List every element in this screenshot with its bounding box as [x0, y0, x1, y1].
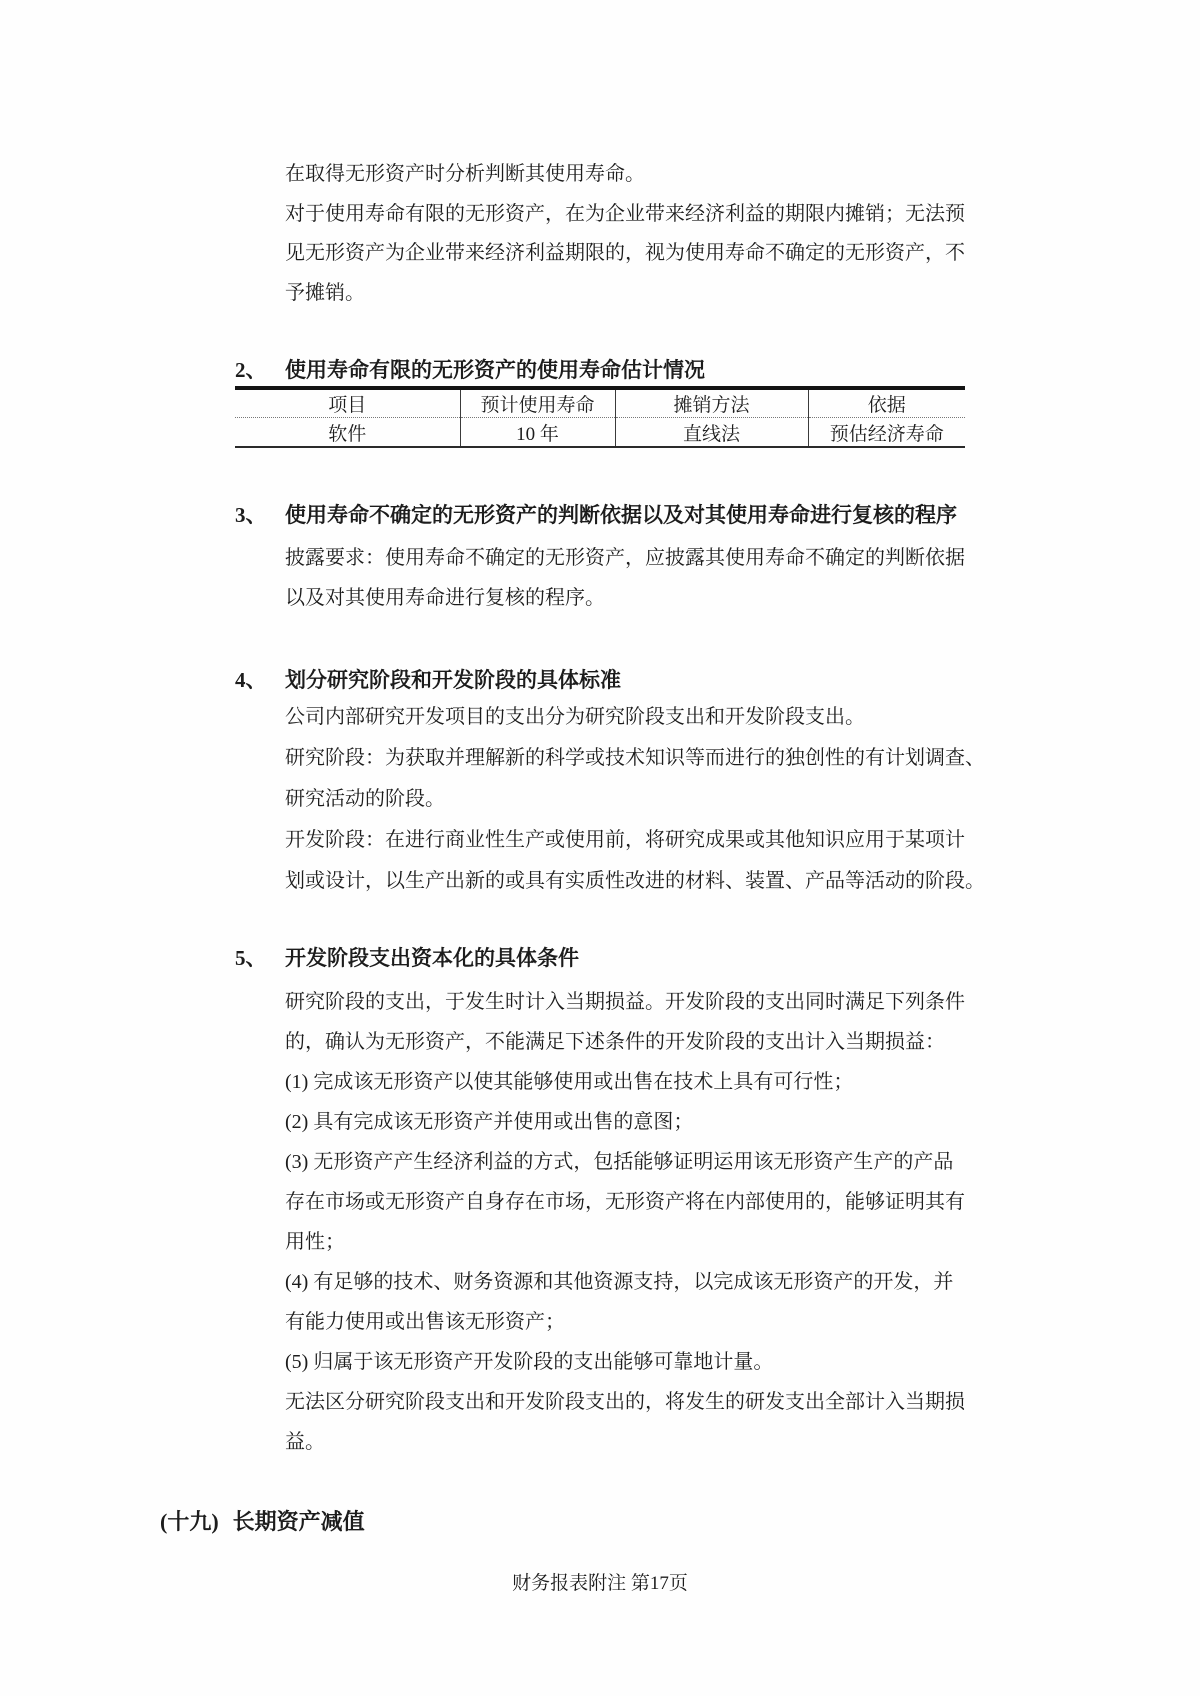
intro-paragraph: [285, 155, 965, 313]
section-3-heading: [235, 503, 957, 528]
list-item-line: (5) 归属于该无形资产开发阶段的支出能够可靠地计量。: [285, 1351, 774, 1373]
table-cell: 10 年: [460, 418, 615, 448]
list-item-line: (3) 无形资产产生经济利益的方式，包括能够证明运用该无形资产生产的产品: [285, 1151, 954, 1173]
section-5-heading: [235, 946, 579, 971]
paragraph-line: 予摊销。: [285, 281, 365, 304]
paragraph-line: 划或设计，以生产出新的或具有实质性改进的材料、装置、产品等活动的阶段。: [285, 870, 985, 892]
section-number: 2、: [235, 358, 267, 382]
section-number: 3、: [235, 503, 267, 527]
table-cell: 软件: [328, 423, 367, 445]
paragraph-line: 对于使用寿命有限的无形资产，在为企业带来经济利益的期限内摊销；无法预: [285, 202, 965, 225]
section-4-body: [285, 697, 985, 902]
section-title: 使用寿命不确定的无形资产的判断依据以及对其使用寿命进行复核的程序: [285, 503, 957, 527]
list-item-line: 存在市场或无形资产自身存在市场，无形资产将在内部使用的，能够证明其有: [285, 1191, 965, 1213]
table-row: [235, 418, 965, 448]
table-header-cell: 预计使用寿命: [460, 388, 615, 418]
section-title: 划分研究阶段和开发阶段的具体标准: [285, 668, 621, 692]
paragraph-line: 研究阶段：为获取并理解新的科学或技术知识等而进行的独创性的有计划调查、: [285, 747, 985, 769]
footer-page-label: 财务报表附注 第17页: [512, 1573, 688, 1594]
table-header-cell: 摊销方法: [615, 388, 808, 418]
table-header-cell: 项目: [235, 388, 460, 418]
section-2-heading: [235, 358, 705, 383]
list-item-line: (2) 具有完成该无形资产并使用或出售的意图；: [285, 1111, 694, 1133]
list-item-line: 用性；: [285, 1231, 345, 1253]
paragraph-line: 无法区分研究阶段支出和开发阶段支出的，将发生的研发支出全部计入当期损: [285, 1391, 965, 1413]
section-3-body: [285, 538, 965, 618]
section-4-heading: [235, 668, 621, 693]
section-19-heading: [160, 1509, 365, 1535]
useful-life-table: [235, 386, 965, 448]
table-cell: 预估经济寿命: [808, 418, 965, 448]
table-header-cell: 依据: [808, 388, 965, 418]
paragraph-line: 研究阶段的支出，于发生时计入当期损益。开发阶段的支出同时满足下列条件: [285, 991, 965, 1013]
section-title: 长期资产减值: [232, 1509, 365, 1534]
paragraph-line: 见无形资产为企业带来经济利益期限的，视为使用寿命不确定的无形资产，不: [285, 242, 965, 264]
paragraph-line: 公司内部研究开发项目的支出分为研究阶段支出和开发阶段支出。: [285, 706, 865, 728]
list-item-line: (4) 有足够的技术、财务资源和其他资源支持，以完成该无形资产的开发，并: [285, 1271, 954, 1293]
section-title: 使用寿命有限的无形资产的使用寿命估计情况: [285, 358, 705, 382]
table-cell: 直线法: [615, 418, 808, 448]
section-number: 5、: [235, 946, 267, 970]
table-header-row: [235, 388, 965, 418]
paragraph-line: 的，确认为无形资产，不能满足下述条件的开发阶段的支出计入当期损益：: [285, 1031, 945, 1053]
list-item-line: 有能力使用或出售该无形资产；: [285, 1311, 565, 1333]
paragraph-line: 研究活动的阶段。: [285, 788, 445, 810]
section-5-body: [285, 982, 965, 1462]
paragraph-line: 以及对其使用寿命进行复核的程序。: [285, 587, 605, 609]
section-number: 4、: [235, 668, 267, 692]
paragraph-line: 益。: [285, 1431, 325, 1453]
paragraph-line: 披露要求：使用寿命不确定的无形资产，应披露其使用寿命不确定的判断依据: [285, 547, 965, 569]
section-number: (十九): [160, 1509, 219, 1534]
paragraph-line: 开发阶段：在进行商业性生产或使用前，将研究成果或其他知识应用于某项计: [285, 829, 965, 851]
section-title: 开发阶段支出资本化的具体条件: [285, 946, 579, 970]
list-item-line: (1) 完成该无形资产以使其能够使用或出售在技术上具有可行性；: [285, 1071, 854, 1093]
paragraph-line: 在取得无形资产时分析判断其使用寿命。: [285, 163, 645, 185]
